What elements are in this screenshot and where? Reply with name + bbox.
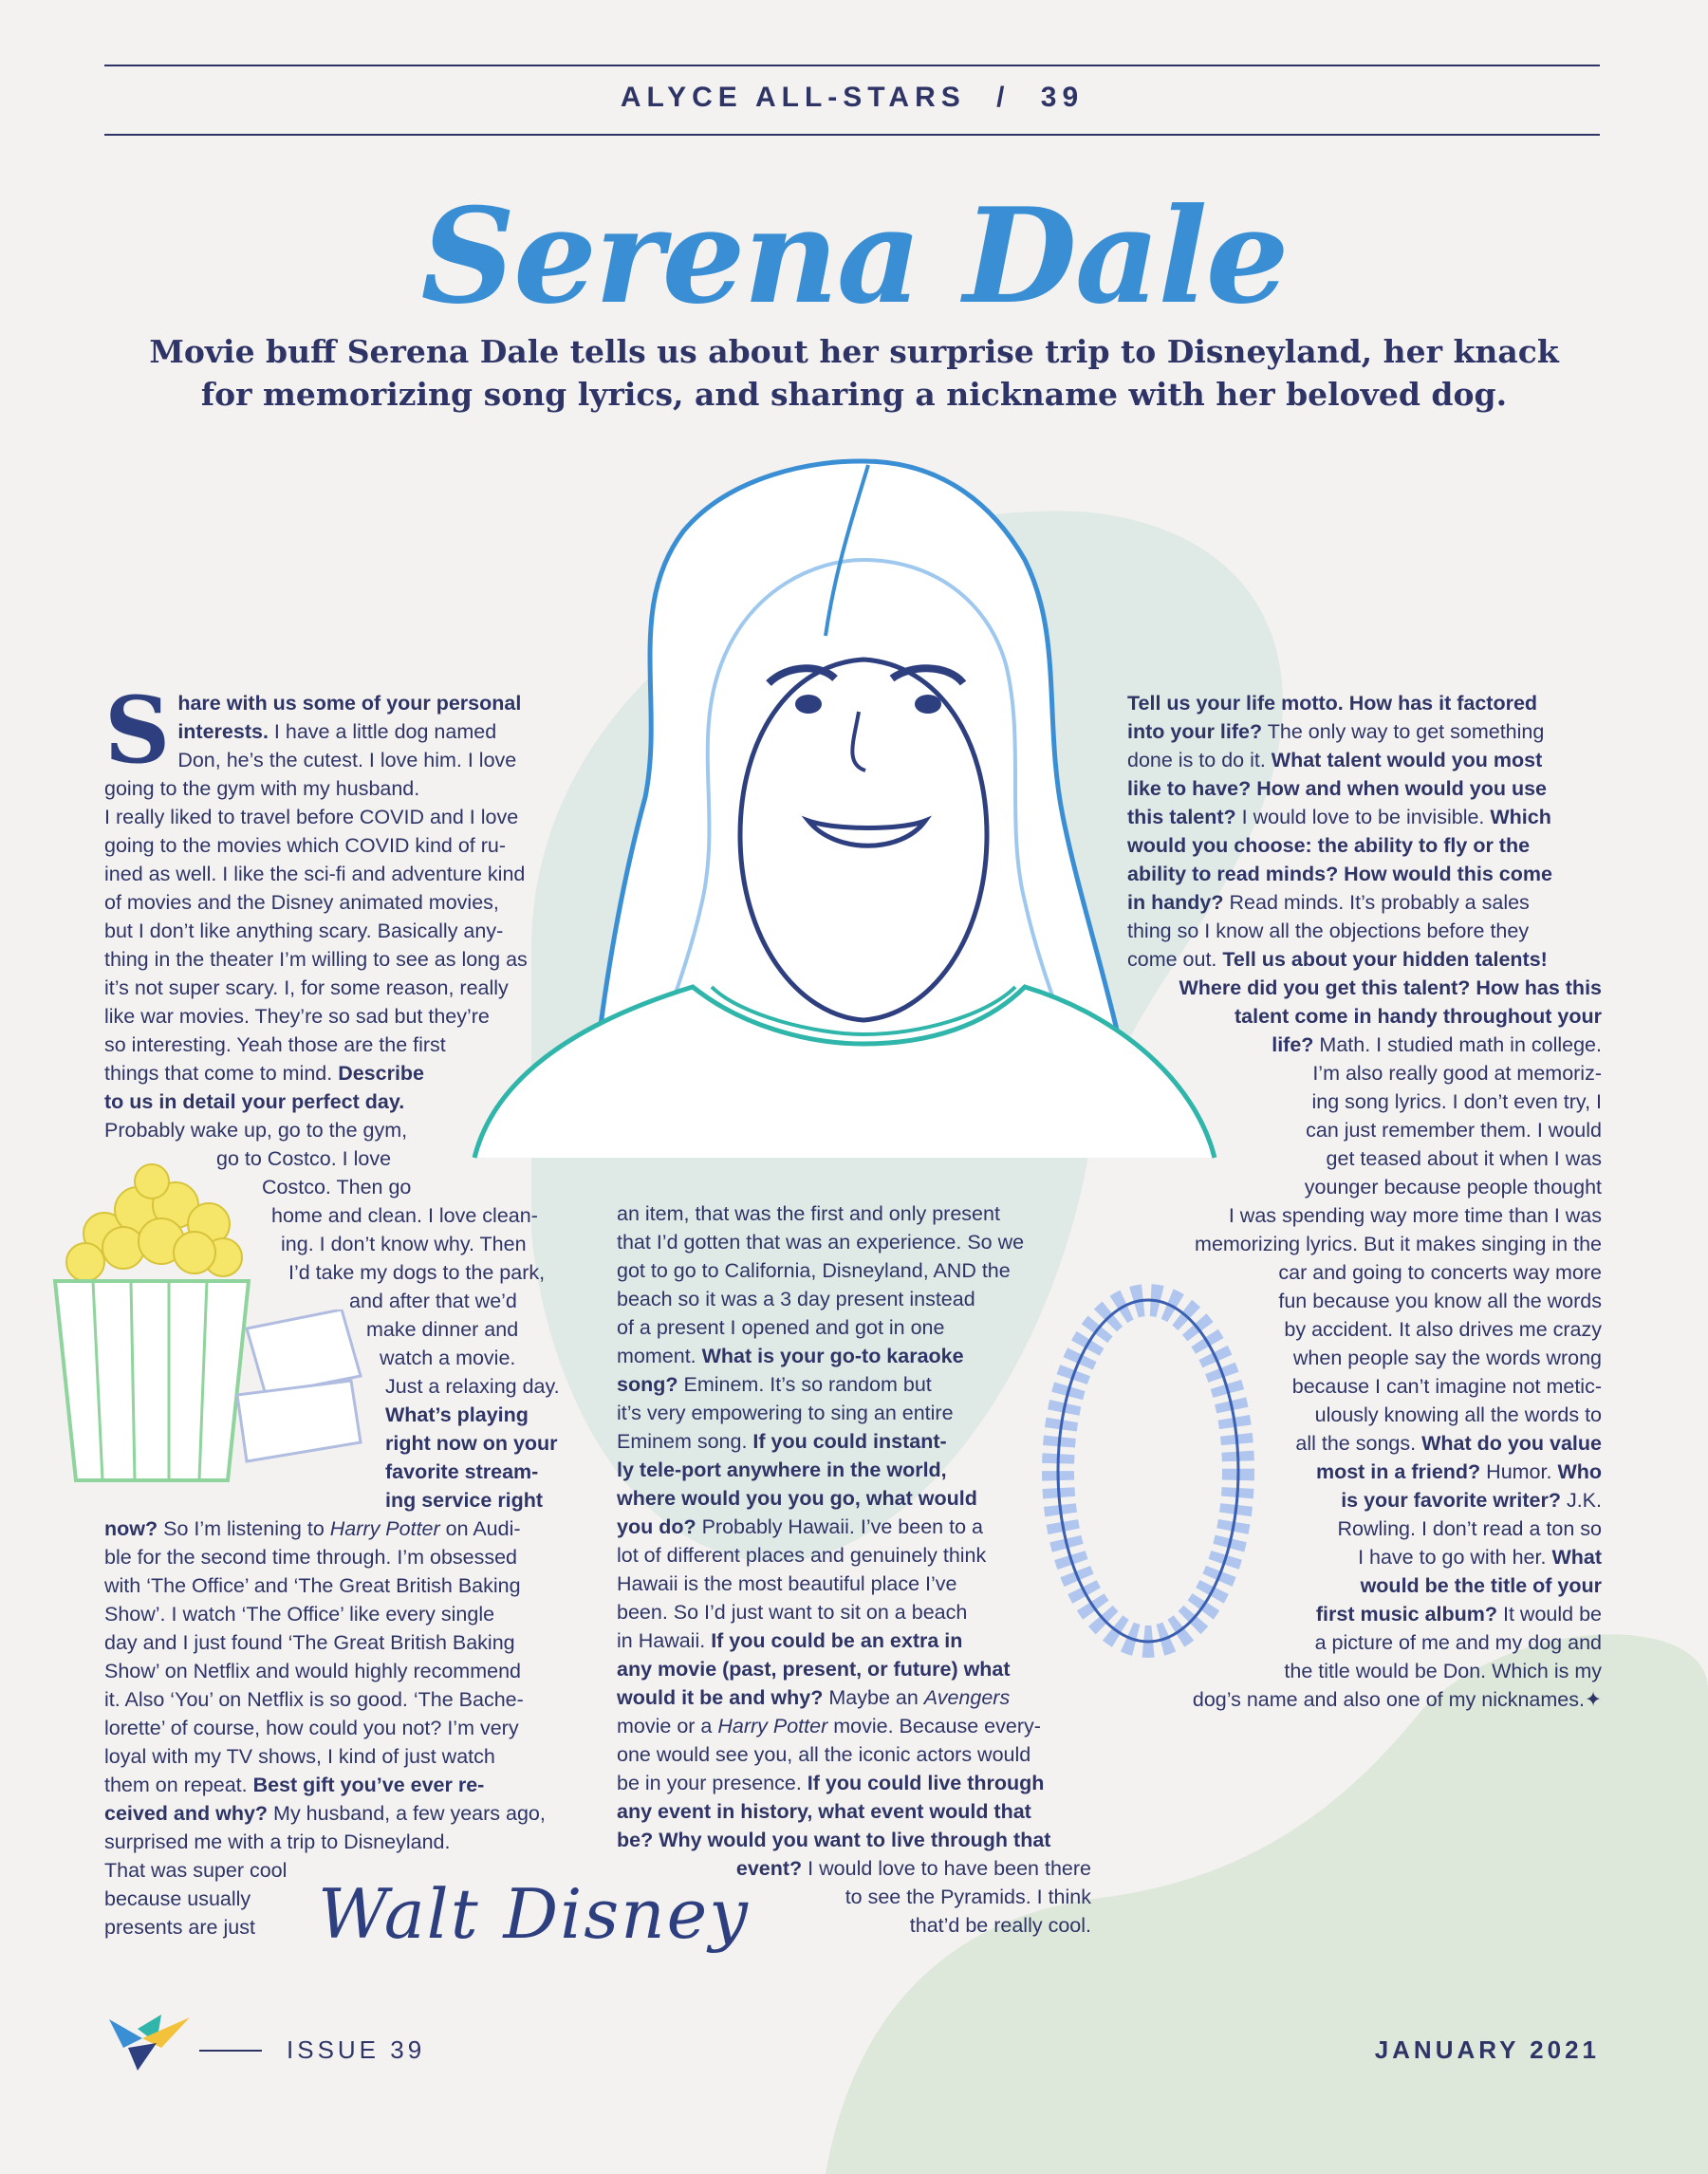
text-line [104, 1742, 579, 1771]
question-text: ceived and why? [104, 1802, 269, 1825]
text-line [104, 717, 579, 746]
text-line [1127, 1230, 1602, 1258]
text-line [617, 1484, 1091, 1513]
answer-text: Maybe an [823, 1686, 924, 1709]
answer-text: go to Costco. I love [216, 1147, 392, 1170]
text-line [617, 1740, 1091, 1769]
text-line [104, 1372, 579, 1401]
answer-text: a picture of me and my dog and [1314, 1631, 1602, 1654]
text-line [617, 1285, 1091, 1313]
question-text: right now on your [385, 1432, 558, 1455]
article-column-middle [617, 1199, 1091, 1940]
text-line [617, 1399, 1091, 1427]
answer-text: them on repeat. [104, 1774, 253, 1796]
text-line [1127, 1543, 1602, 1571]
question-text: ing service right [385, 1489, 544, 1512]
question-text: would you choose: the ability to fly or the [1127, 834, 1531, 857]
answer-text: ulously knowing all the words to [1314, 1403, 1602, 1426]
answer-text: that I’d gotten that was an experience. So we [617, 1231, 1025, 1254]
top-rule [104, 65, 1600, 66]
text-line [1127, 1258, 1602, 1287]
question-text: any movie (past, present, or future) what [617, 1658, 1011, 1681]
answer-text: ing song lyrics. I don’t even try, I [1311, 1090, 1602, 1113]
answer-text: of movies and the Disney animated movies, [104, 891, 499, 914]
question-text: in handy? [1127, 891, 1224, 914]
answer-text: come out. [1127, 948, 1223, 971]
answer-text: the title would be Don. Which is my [1284, 1660, 1602, 1682]
text-line [104, 1514, 579, 1543]
text-line [617, 1370, 1091, 1399]
text-line [617, 1683, 1091, 1712]
answer-text: going to the gym with my husband. [104, 777, 420, 800]
text-line [104, 1486, 579, 1514]
question-text: If you could instant- [752, 1430, 947, 1453]
text-line [104, 1116, 579, 1144]
text-line [1127, 803, 1602, 831]
text-line [104, 1173, 579, 1201]
issue-label: ISSUE 39 [287, 2035, 426, 2064]
answer-text: I really liked to travel before COVID and I love [104, 806, 519, 828]
text-line [1127, 746, 1602, 774]
text-line [617, 1427, 1091, 1456]
page-title: Serena Dale [420, 178, 1288, 333]
answer-text: I was spending way more time than I was [1228, 1204, 1602, 1227]
text-line [1127, 1201, 1602, 1230]
answer-text: moment. [617, 1345, 702, 1367]
answer-text: like war movies. They’re so sad but they’re [104, 1005, 490, 1028]
text-line [104, 1628, 579, 1657]
question-text: ability to read minds? How would this come [1127, 863, 1552, 885]
text-line [1127, 1486, 1602, 1514]
text-line [1127, 1344, 1602, 1372]
text-line [1127, 689, 1602, 717]
answer-text: dog’s name and also one of my nicknames.✦ [1192, 1688, 1602, 1711]
text-line [1127, 1458, 1602, 1486]
question-text: interests. [177, 720, 269, 743]
text-line [104, 1543, 579, 1571]
text-line [1127, 1002, 1602, 1031]
answer-text: movie or a [617, 1715, 718, 1737]
text-line [104, 1685, 579, 1714]
answer-text: all the songs. [1295, 1432, 1422, 1455]
question-text: Tell us about your hidden talents! [1222, 948, 1548, 971]
header-bottom-rule [104, 134, 1600, 136]
question-text: What do you value [1421, 1432, 1602, 1455]
question-text: Describe [338, 1062, 425, 1085]
question-text: event? [735, 1857, 803, 1880]
question-text: into your life? [1127, 720, 1263, 743]
answer-text: day and I just found ‘The Great British Baking [104, 1631, 515, 1654]
answer-text: Eminem song. [617, 1430, 753, 1453]
answer-text: in Hawaii. [617, 1629, 712, 1652]
answer-text: be in your presence. [617, 1772, 808, 1794]
article-column-right [1127, 689, 1602, 1714]
question-text: What’s playing [385, 1403, 529, 1426]
answer-text: Eminem. It’s so random but [678, 1373, 932, 1396]
text-line [104, 888, 579, 917]
text-line [617, 1655, 1091, 1683]
text-line [1127, 1315, 1602, 1344]
answer-text: because I can’t imagine not metic- [1291, 1375, 1602, 1398]
answer-text: Rowling. I don’t read a ton so [1337, 1517, 1602, 1540]
question-text: ly tele-port anywhere in the world, [617, 1459, 947, 1481]
question-text: would be the title of your [1360, 1574, 1602, 1597]
question-text: talent come in handy throughout your [1235, 1005, 1602, 1028]
answer-text: fun because you know all the words [1278, 1290, 1602, 1312]
text-line [104, 974, 579, 1002]
text-line [617, 1769, 1091, 1797]
question-text: Who [1557, 1460, 1602, 1483]
answer-text: presents are just [104, 1916, 255, 1939]
text-line [104, 1344, 579, 1372]
answer-text: ble for the second time through. I’m obsessed [104, 1546, 518, 1569]
text-line [1127, 717, 1602, 746]
answer-text: thing so I know all the objections before they [1127, 920, 1530, 942]
question-text: you do? [617, 1515, 696, 1538]
text-line [104, 1401, 579, 1429]
question-text: If you could be an extra in [711, 1629, 963, 1652]
text-line [104, 1714, 579, 1742]
text-line [104, 1315, 579, 1344]
section-name: ALYCE ALL-STARS [620, 82, 966, 113]
text-line [617, 1313, 1091, 1342]
answer-text: It would be [1497, 1603, 1602, 1626]
text-line [104, 1287, 579, 1315]
answer-text: movie. Because every- [827, 1715, 1041, 1737]
section-header [104, 82, 1600, 114]
answer-text: by accident. It also drives me crazy [1284, 1318, 1602, 1341]
answer-text: make dinner and [366, 1318, 519, 1341]
text-line [1127, 1173, 1602, 1201]
text-line [104, 803, 579, 831]
answer-text: I would love to be invisible. [1235, 806, 1491, 828]
answer-text: been. So I’d just want to sit on a beach [617, 1601, 968, 1624]
answer-text: Costco. Then go [262, 1176, 412, 1198]
answer-text: it’s very empowering to sing an entire [617, 1402, 954, 1424]
question-text: like to have? How and when would you use [1127, 777, 1547, 800]
header-separator: / [996, 82, 1011, 113]
text-line [617, 1228, 1091, 1256]
question-text: favorite stream- [385, 1460, 539, 1483]
text-line [104, 1828, 579, 1856]
question-text: What talent would you most [1271, 749, 1543, 771]
footer-rule [199, 2050, 262, 2052]
text-line [104, 1258, 579, 1287]
text-line [104, 1600, 579, 1628]
answer-text: that’d be really cool. [909, 1914, 1091, 1937]
answer-text: done is to do it. [1127, 749, 1272, 771]
text-line [617, 1712, 1091, 1740]
text-line [1127, 1087, 1602, 1116]
answer-text: watch a movie. [380, 1347, 516, 1369]
text-line [1127, 1401, 1602, 1429]
question-text: What is your go-to karaoke [701, 1345, 964, 1367]
answer-text: I’d take my dogs to the park, [288, 1261, 546, 1284]
question-text: would it be and why? [617, 1686, 824, 1709]
answer-text: on Audi- [439, 1517, 521, 1540]
answer-text: ined as well. I like the sci-fi and adventure kind [104, 863, 526, 885]
answer-text: got to go to California, Disneyland, AND the [617, 1259, 1011, 1282]
answer-text: lorette’ of course, how could you not? I’m very [104, 1717, 519, 1739]
answer-text: Avengers [923, 1686, 1011, 1709]
answer-text: beach so it was a 3 day present instead [617, 1288, 975, 1310]
answer-text: That was super cool [104, 1859, 288, 1882]
question-text: where would you you go, what would [617, 1487, 977, 1510]
text-line [1127, 1059, 1602, 1087]
answer-text: Probably Hawaii. I’ve been to a [696, 1515, 983, 1538]
text-line [1127, 1116, 1602, 1144]
question-text: to us in detail your perfect day. [104, 1090, 405, 1113]
question-text: this talent? [1127, 806, 1236, 828]
text-line [1127, 831, 1602, 860]
answer-text: Read minds. It’s probably a sales [1223, 891, 1530, 914]
question-text: Tell us your life motto. How has it factored [1127, 692, 1538, 715]
question-text: hare with us some of your personal [177, 692, 522, 715]
text-line [1127, 860, 1602, 888]
question-text: any event in history, what event would that [617, 1800, 1031, 1823]
text-line [104, 1230, 579, 1258]
answer-text: Math. I studied math in college. [1313, 1033, 1602, 1056]
text-line [104, 689, 579, 717]
text-line [104, 917, 579, 945]
answer-text: it’s not super scary. I, for some reason, really [104, 976, 509, 999]
answer-text: it. Also ‘You’ on Netflix is so good. ‘The Bache- [104, 1688, 524, 1711]
article-column-left [104, 677, 579, 1942]
answer-text: My husband, a few years ago, [268, 1802, 546, 1825]
question-text: is your favorite writer? [1341, 1489, 1561, 1512]
text-line [1127, 1372, 1602, 1401]
question-text: most in a friend? [1315, 1460, 1481, 1483]
text-line [1127, 1571, 1602, 1600]
answer-text: things that come to mind. [104, 1062, 339, 1085]
answer-text: and after that we’d [349, 1290, 517, 1312]
text-line [1127, 1685, 1602, 1714]
answer-text: I have a little dog named [268, 720, 497, 743]
answer-text: but I don’t like anything scary. Basically any- [104, 920, 504, 942]
text-line [1127, 1429, 1602, 1458]
text-line [104, 1429, 579, 1458]
answer-text: Humor. [1480, 1460, 1558, 1483]
answer-text: thing in the theater I’m willing to see as long as [104, 948, 528, 971]
text-line [104, 1059, 579, 1087]
text-line [1127, 974, 1602, 1002]
question-text: song? [617, 1373, 678, 1396]
answer-text: with ‘The Office’ and ‘The Great British Baking [104, 1574, 521, 1597]
drop-cap: S [104, 677, 171, 784]
text-line [104, 860, 579, 888]
answer-text: I would love to have been there [802, 1857, 1091, 1880]
text-line [1127, 1600, 1602, 1628]
answer-text: J.K. [1560, 1489, 1602, 1512]
text-line [617, 1199, 1091, 1228]
text-line [1127, 945, 1602, 974]
answer-text: Show’. I watch ‘The Office’ like every single [104, 1603, 495, 1626]
text-line [104, 945, 579, 974]
page-number: 39 [1040, 82, 1085, 113]
question-text: be? Why would you want to live through that [617, 1829, 1051, 1851]
answer-text: to see the Pyramids. I think [845, 1886, 1091, 1908]
answer-text: get teased about it when I was [1326, 1147, 1602, 1170]
text-line [104, 1144, 579, 1173]
text-line [1127, 888, 1602, 917]
answer-text: Hawaii is the most beautiful place I’ve [617, 1572, 957, 1595]
question-text: Where did you get this talent? How has this [1179, 976, 1602, 999]
text-line [104, 1201, 579, 1230]
text-line [104, 1771, 579, 1799]
answer-text: of a present I opened and got in one [617, 1316, 945, 1339]
answer-text: car and going to concerts way more [1278, 1261, 1602, 1284]
text-line [1127, 917, 1602, 945]
text-line [1127, 1144, 1602, 1173]
question-text: What [1551, 1546, 1602, 1569]
text-line [1127, 1657, 1602, 1685]
answer-text: can just remember them. I would [1306, 1119, 1602, 1142]
answer-text: younger because people thought [1304, 1176, 1602, 1198]
text-line [104, 1799, 579, 1828]
text-line [617, 1797, 1091, 1826]
answer-text: when people say the words wrong [1292, 1347, 1602, 1369]
answer-text: going to the movies which COVID kind of ru- [104, 834, 507, 857]
answer-text: Harry Potter [329, 1517, 440, 1540]
text-line [1127, 1514, 1602, 1543]
answer-text: because usually [104, 1887, 251, 1910]
text-line [1127, 1628, 1602, 1657]
answer-text: an item, that was the first and only present [617, 1202, 1000, 1225]
answer-text: home and clean. I love clean- [271, 1204, 538, 1227]
text-line [617, 1256, 1091, 1285]
text-line [617, 1570, 1091, 1598]
answer-text: memorizing lyrics. But it makes singing in the [1195, 1233, 1602, 1255]
answer-text: so interesting. Yeah those are the first [104, 1033, 446, 1056]
answer-text: Show’ on Netflix and would highly recommend [104, 1660, 521, 1682]
answer-text: Probably wake up, go to the gym, [104, 1119, 408, 1142]
question-text: first music album? [1315, 1603, 1498, 1626]
answer-text: surprised me with a trip to Disneyland. [104, 1830, 451, 1853]
text-line [1127, 1287, 1602, 1315]
answer-text: Don, he’s the cutest. I love him. I love [177, 749, 517, 771]
text-line [1127, 774, 1602, 803]
brand-logo-icon [104, 2010, 192, 2072]
question-text: If you could live through [807, 1772, 1045, 1794]
answer-text: lot of different places and genuinely think [617, 1544, 987, 1567]
text-line [104, 1031, 579, 1059]
question-text: life? [1272, 1033, 1314, 1056]
text-line [617, 1513, 1091, 1541]
answer-text: I’m also really good at memoriz- [1312, 1062, 1602, 1085]
text-line [104, 1087, 579, 1116]
text-line [104, 774, 579, 803]
text-line [617, 1342, 1091, 1370]
answer-text: I have to go with her. [1358, 1546, 1552, 1569]
answer-text: Just a relaxing day. [385, 1375, 560, 1398]
question-text: Which [1490, 806, 1551, 828]
text-line [617, 1598, 1091, 1626]
walt-disney-logo: Walt Disney [318, 1874, 750, 1954]
text-line [104, 1657, 579, 1685]
text-line [104, 831, 579, 860]
text-line [104, 1571, 579, 1600]
text-line [104, 1002, 579, 1031]
issue-date: JANUARY 2021 [1374, 2035, 1600, 2064]
answer-text: one would see you, all the iconic actors would [617, 1743, 1031, 1766]
text-line [617, 1541, 1091, 1570]
text-line [617, 1826, 1091, 1854]
question-text: Best gift you’ve ever re- [252, 1774, 485, 1796]
text-line [104, 1458, 579, 1486]
text-line [617, 1626, 1091, 1655]
text-line [104, 746, 579, 774]
answer-text: loyal with my TV shows, I kind of just watch [104, 1745, 495, 1768]
answer-text: The only way to get something [1262, 720, 1545, 743]
question-text: now? [104, 1517, 158, 1540]
answer-text: Harry Potter [717, 1715, 828, 1737]
article-dek: Movie buff Serena Dale tells us about her surprise trip to Disneyland, her knack for memorizing song lyrics, and sharing a nickname with her beloved dog. [149, 333, 1559, 413]
answer-text: ing. I don’t know why. Then [281, 1233, 527, 1255]
answer-text: So I’m listening to [158, 1517, 330, 1540]
text-line [617, 1456, 1091, 1484]
text-line [1127, 1031, 1602, 1059]
